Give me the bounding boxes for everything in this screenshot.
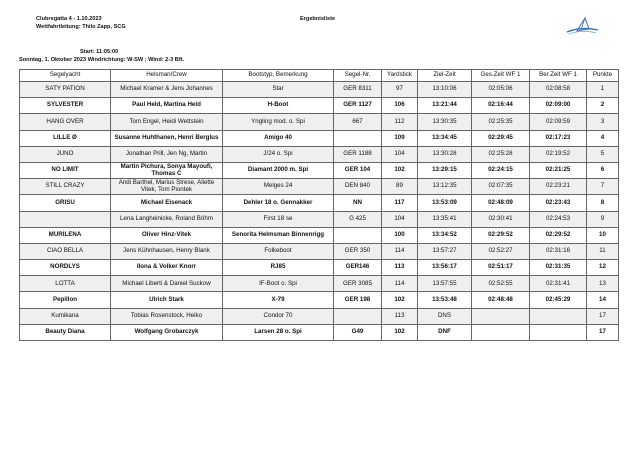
finish-time-cell: DNS xyxy=(418,308,472,324)
yardstick-cell: 89 xyxy=(382,179,418,195)
sail-number-cell xyxy=(334,130,382,146)
yacht-cell: MURILENA xyxy=(20,227,111,243)
yardstick-cell: 106 xyxy=(382,98,418,114)
points-cell: 3 xyxy=(587,114,619,130)
crew-cell: Michael Kramer & Jens Johannes xyxy=(111,82,223,98)
table-row xyxy=(20,260,619,276)
points-cell: 8 xyxy=(587,195,619,211)
crew-cell: Andi Barthel, Marius Strese, Aliette Vitek, Tom Piontek xyxy=(111,179,223,195)
crew-cell: Michael Liberti & Daniel Suckow xyxy=(111,276,223,292)
table-row xyxy=(20,98,619,114)
yardstick-cell: 113 xyxy=(382,308,418,324)
yacht-cell: CIAO BELLA xyxy=(20,243,111,259)
yacht-cell: LILLE Ø xyxy=(20,130,111,146)
sail-number-cell: GER 104 xyxy=(334,162,382,178)
yacht-cell: SYLVESTER xyxy=(20,98,111,114)
crew-cell: Paul Held, Martina Held xyxy=(111,98,223,114)
sail-number-cell: G 425 xyxy=(334,211,382,227)
points-cell: 14 xyxy=(587,292,619,308)
elapsed-time-cell: 02:07:35 xyxy=(472,179,530,195)
corrected-time-cell xyxy=(530,308,587,324)
col-corrected-time-header: Ber.Zeit WF 1 xyxy=(530,70,587,82)
col-sail-number-header: Segel-Nr. xyxy=(334,70,382,82)
finish-time-cell: 13:57:55 xyxy=(418,276,472,292)
table-row xyxy=(20,324,619,340)
corrected-time-cell: 02:09:00 xyxy=(530,98,587,114)
boat-type-cell: RJ85 xyxy=(223,260,334,276)
table-row xyxy=(20,243,619,259)
corrected-time-cell: 02:31:41 xyxy=(530,276,587,292)
points-cell: 6 xyxy=(587,162,619,178)
col-elapsed-time-header: Ges.Zeit WF 1 xyxy=(472,70,530,82)
yardstick-cell: 100 xyxy=(382,227,418,243)
elapsed-time-cell: 02:05:06 xyxy=(472,82,530,98)
crew-cell: Susanne Huhthanen, Henri Berglus xyxy=(111,130,223,146)
finish-time-cell: 13:12:35 xyxy=(418,179,472,195)
table-body xyxy=(20,82,619,341)
sail-number-cell: GER 3085 xyxy=(334,276,382,292)
sail-number-cell: GER 8311 xyxy=(334,82,382,98)
finish-time-cell: 13:30:28 xyxy=(418,146,472,162)
yacht-cell: Pepillon xyxy=(20,292,111,308)
table-row xyxy=(20,130,619,146)
yardstick-cell: 114 xyxy=(382,276,418,292)
crew-cell: Michael Eisenack xyxy=(111,195,223,211)
elapsed-time-cell xyxy=(472,324,530,340)
finish-time-cell: 13:10:06 xyxy=(418,82,472,98)
table-row xyxy=(20,179,619,195)
yacht-cell: HANG OVER xyxy=(20,114,111,130)
yardstick-cell: 102 xyxy=(382,162,418,178)
finish-time-cell: 13:35:41 xyxy=(418,211,472,227)
sail-number-cell: GER 1188 xyxy=(334,146,382,162)
yacht-cell: GRISU xyxy=(20,195,111,211)
yardstick-cell: 104 xyxy=(382,211,418,227)
crew-cell: Jens Kühnhausen, Henry Blank xyxy=(111,243,223,259)
points-cell: 10 xyxy=(587,227,619,243)
elapsed-time-cell: 02:25:35 xyxy=(472,114,530,130)
col-yardstick-header: Yardstick xyxy=(382,70,418,82)
sail-number-cell: GER 350 xyxy=(334,243,382,259)
yardstick-cell: 112 xyxy=(382,114,418,130)
crew-cell: Jonathan Prill, Jen Ng, Martin xyxy=(111,146,223,162)
corrected-time-cell: 02:24:53 xyxy=(530,211,587,227)
points-cell: 5 xyxy=(587,146,619,162)
event-title: Clubregatta 4 - 1.10.2023 xyxy=(36,16,102,22)
yacht-cell xyxy=(20,211,111,227)
date-wind-line: Sonntag, 1. Oktober 2023 Windrichtung: W-SW ; Wind: 2-3 Bft. xyxy=(19,57,185,63)
sail-number-cell xyxy=(334,227,382,243)
boat-type-cell: Star xyxy=(223,82,334,98)
sail-number-cell: 667 xyxy=(334,114,382,130)
yardstick-cell: 114 xyxy=(382,243,418,259)
points-cell: 7 xyxy=(587,179,619,195)
finish-time-cell: 13:53:48 xyxy=(418,292,472,308)
yacht-cell: SATY PATION xyxy=(20,82,111,98)
col-finish-time-header: Ziel-Zeit xyxy=(418,70,472,82)
yacht-cell: Kumikana xyxy=(20,308,111,324)
header-info xyxy=(36,16,126,31)
yardstick-cell: 104 xyxy=(382,146,418,162)
sail-number-cell: NN xyxy=(334,195,382,211)
elapsed-time-cell: 02:48:48 xyxy=(472,292,530,308)
table-header-row xyxy=(20,70,619,82)
corrected-time-cell: 02:29:52 xyxy=(530,227,587,243)
finish-time-cell: 13:29:15 xyxy=(418,162,472,178)
finish-time-cell: 13:30:35 xyxy=(418,114,472,130)
elapsed-time-cell: 02:52:27 xyxy=(472,243,530,259)
corrected-time-cell: 02:45:29 xyxy=(530,292,587,308)
boat-type-cell: Melges 24 xyxy=(223,179,334,195)
points-cell: 4 xyxy=(587,130,619,146)
boat-type-cell: Senorita Helmsman Binnenrigg xyxy=(223,227,334,243)
table-row xyxy=(20,211,619,227)
yardstick-cell: 109 xyxy=(382,130,418,146)
elapsed-time-cell: 02:48:09 xyxy=(472,195,530,211)
yacht-cell: NO LIMIT xyxy=(20,162,111,178)
document-title: Ergebnisliste xyxy=(300,16,336,22)
elapsed-time-cell: 02:29:52 xyxy=(472,227,530,243)
corrected-time-cell: 02:23:43 xyxy=(530,195,587,211)
col-boat-type-header: Bootstyp, Bemerkung xyxy=(223,70,334,82)
points-cell: 9 xyxy=(587,211,619,227)
boat-type-cell: Larsen 28 o. Spi xyxy=(223,324,334,340)
corrected-time-cell: 02:23:21 xyxy=(530,179,587,195)
yacht-cell: STILL CRAZY xyxy=(20,179,111,195)
boat-type-cell: X-79 xyxy=(223,292,334,308)
yacht-cell: NORDLYS xyxy=(20,260,111,276)
elapsed-time-cell xyxy=(472,308,530,324)
boat-type-cell: Diamant 2000 m. Spi xyxy=(223,162,334,178)
corrected-time-cell: 02:09:59 xyxy=(530,114,587,130)
crew-cell: Tom Engel, Heidi Wettstein xyxy=(111,114,223,130)
sail-number-cell: GER 1127 xyxy=(334,98,382,114)
table-row xyxy=(20,195,619,211)
sail-number-cell: GER146 xyxy=(334,260,382,276)
crew-cell: Wolfgang Grobarczyk xyxy=(111,324,223,340)
boat-type-cell: H-Boot xyxy=(223,98,334,114)
elapsed-time-cell: 02:16:44 xyxy=(472,98,530,114)
race-officer: Wettfahrtleitung: Thilo Zapp, SCG xyxy=(36,23,126,30)
crew-cell: Oliver Hinz-Vitek xyxy=(111,227,223,243)
crew-cell: Ilona & Volker Knorr xyxy=(111,260,223,276)
elapsed-time-cell: 02:30:41 xyxy=(472,211,530,227)
table-row xyxy=(20,308,619,324)
table-row xyxy=(20,162,619,178)
yardstick-cell: 117 xyxy=(382,195,418,211)
points-cell: 12 xyxy=(587,260,619,276)
table-row xyxy=(20,146,619,162)
points-cell: 11 xyxy=(587,243,619,259)
table-row xyxy=(20,114,619,130)
crew-cell: Lena Langheinicke, Roland Böhm xyxy=(111,211,223,227)
crew-cell: Tobias Rosenstock, Heiko xyxy=(111,308,223,324)
boat-type-cell: Amigo 40 xyxy=(223,130,334,146)
crew-cell: Martin Pichura, Sonya Mayoufi, Thomas C xyxy=(111,162,223,178)
sail-number-cell: DEN 840 xyxy=(334,179,382,195)
col-crew-header: Helsman/Crew xyxy=(111,70,223,82)
boat-type-cell: First 18 se xyxy=(223,211,334,227)
corrected-time-cell: 02:08:58 xyxy=(530,82,587,98)
elapsed-time-cell: 02:25:28 xyxy=(472,146,530,162)
corrected-time-cell xyxy=(530,324,587,340)
boat-type-cell: Dehler 18 o. Gennakker xyxy=(223,195,334,211)
yardstick-cell: 102 xyxy=(382,324,418,340)
sail-number-cell xyxy=(334,308,382,324)
finish-time-cell: 13:57:27 xyxy=(418,243,472,259)
yardstick-cell: 97 xyxy=(382,82,418,98)
corrected-time-cell: 02:19:52 xyxy=(530,146,587,162)
sailing-club-logo-icon xyxy=(565,16,599,36)
boat-type-cell: Condor 70 xyxy=(223,308,334,324)
boat-type-cell: Yngling mod. o. Spi xyxy=(223,114,334,130)
corrected-time-cell: 02:31:35 xyxy=(530,260,587,276)
corrected-time-cell: 02:17:23 xyxy=(530,130,587,146)
start-time: Start: 11:05:00 xyxy=(80,49,119,55)
corrected-time-cell: 02:31:16 xyxy=(530,243,587,259)
points-cell: 2 xyxy=(587,98,619,114)
sail-number-cell: GER 198 xyxy=(334,292,382,308)
finish-time-cell: 13:53:09 xyxy=(418,195,472,211)
table-row xyxy=(20,276,619,292)
col-yacht-header: Segelyacht xyxy=(20,70,111,82)
finish-time-cell: DNF xyxy=(418,324,472,340)
corrected-time-cell: 02:21:25 xyxy=(530,162,587,178)
col-points-header: Punkte xyxy=(587,70,619,82)
results-table xyxy=(19,69,619,341)
points-cell: 17 xyxy=(587,308,619,324)
boat-type-cell: IF-Boot o. Spi xyxy=(223,276,334,292)
yacht-cell: LOTTA xyxy=(20,276,111,292)
table-row xyxy=(20,82,619,98)
crew-cell: Ulrich Stark xyxy=(111,292,223,308)
points-cell: 13 xyxy=(587,276,619,292)
yardstick-cell: 113 xyxy=(382,260,418,276)
table-row xyxy=(20,292,619,308)
yacht-cell: JUNO xyxy=(20,146,111,162)
elapsed-time-cell: 02:51:17 xyxy=(472,260,530,276)
points-cell: 1 xyxy=(587,82,619,98)
elapsed-time-cell: 02:52:55 xyxy=(472,276,530,292)
table-row xyxy=(20,227,619,243)
yardstick-cell: 102 xyxy=(382,292,418,308)
elapsed-time-cell: 02:24:15 xyxy=(472,162,530,178)
finish-time-cell: 13:56:17 xyxy=(418,260,472,276)
elapsed-time-cell: 02:29:45 xyxy=(472,130,530,146)
yacht-cell: Beauty Diana xyxy=(20,324,111,340)
points-cell: 17 xyxy=(587,324,619,340)
finish-time-cell: 13:34:45 xyxy=(418,130,472,146)
finish-time-cell: 13:34:52 xyxy=(418,227,472,243)
finish-time-cell: 13:21:44 xyxy=(418,98,472,114)
sail-number-cell: G49 xyxy=(334,324,382,340)
boat-type-cell: J/24 o. Spi xyxy=(223,146,334,162)
boat-type-cell: Folkeboot xyxy=(223,243,334,259)
